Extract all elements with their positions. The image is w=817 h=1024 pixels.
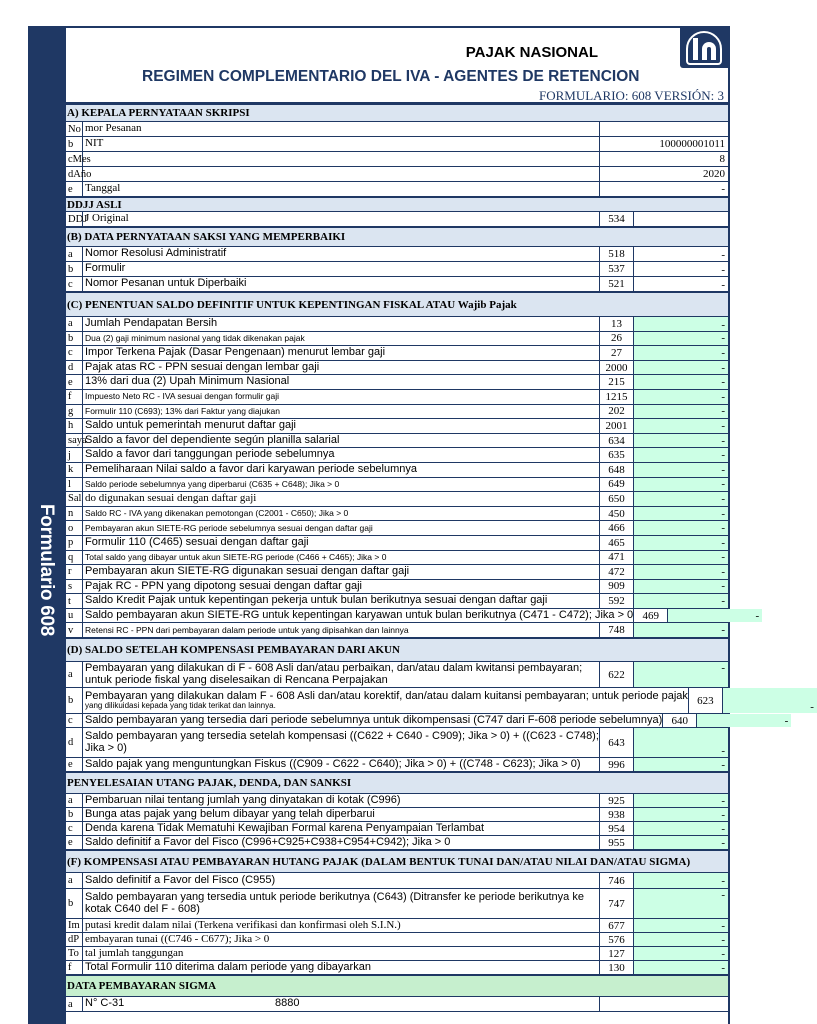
row-key: Im bbox=[66, 919, 83, 932]
form-row bbox=[66, 688, 814, 714]
row-key: f bbox=[66, 961, 83, 974]
row-value[interactable]: - bbox=[634, 434, 728, 448]
row-key: b bbox=[66, 332, 83, 346]
row-description: embayaran tunai ((C746 - C677); Jika > 0 bbox=[83, 933, 600, 946]
row-description: Saldo untuk pemerintah menurut daftar gaji bbox=[83, 419, 600, 433]
row-description: Saldo RC - IVA yang dikenakan pemotongan (C2001 - C650); Jika > 0 bbox=[83, 507, 600, 521]
form-row bbox=[66, 961, 728, 975]
form-header bbox=[66, 28, 728, 104]
row-key: l bbox=[66, 478, 83, 492]
form-row bbox=[66, 919, 728, 933]
row-description: Saldo periode sebelumnya yang diperbarui (C635 + C648); Jika > 0 bbox=[83, 478, 600, 492]
row-code: 215 bbox=[600, 375, 634, 389]
form-row bbox=[66, 808, 728, 822]
row-key: a bbox=[66, 873, 83, 888]
row-code: 648 bbox=[600, 463, 634, 477]
row-key: a bbox=[66, 997, 83, 1011]
row-key: d bbox=[66, 361, 83, 375]
form-row bbox=[66, 580, 728, 595]
row-description: Impuesto Neto RC - IVA sesuai dengan formulir gaji bbox=[83, 390, 600, 404]
row-key: e bbox=[66, 375, 83, 389]
row-description: Saldo definitif a Favor del Fisco (C996+C925+C938+C954+C942); Jika > 0 bbox=[83, 836, 600, 849]
form-row bbox=[66, 947, 728, 961]
row-value[interactable]: - bbox=[634, 822, 728, 835]
row-key: c bbox=[66, 822, 83, 835]
row-key: c bbox=[66, 346, 83, 360]
row-value[interactable]: 100000001011 bbox=[659, 138, 725, 150]
row-value[interactable]: - bbox=[634, 594, 728, 608]
form-row bbox=[66, 419, 728, 434]
row-key: b bbox=[66, 137, 83, 151]
row-key: b bbox=[66, 889, 83, 918]
row-code: 748 bbox=[600, 623, 634, 637]
row-code: 634 bbox=[600, 434, 634, 448]
row-description: Saldo pajak yang menguntungkan Fiskus ((C909 - C622 - C640); Jika > 0) + ((C748 - C623); Jika > 0) bbox=[83, 758, 600, 771]
row-code: 576 bbox=[600, 933, 634, 946]
row-value[interactable]: - bbox=[634, 507, 728, 521]
row-code: 938 bbox=[600, 808, 634, 821]
row-value[interactable]: 2020 bbox=[703, 168, 725, 180]
row-description: Total Formulir 110 diterima dalam periode yang dibayarkan bbox=[83, 961, 600, 974]
row-key: d bbox=[66, 728, 83, 757]
row-description: NIT bbox=[83, 137, 600, 151]
row-description: Jumlah Pendapatan Bersih bbox=[83, 317, 600, 331]
row-value[interactable]: - bbox=[634, 623, 728, 637]
form-row bbox=[66, 375, 728, 390]
row-value[interactable]: - bbox=[721, 264, 725, 276]
row-key: u bbox=[66, 609, 83, 623]
sidebar-label: Formulario 608 bbox=[36, 503, 57, 637]
form-row bbox=[66, 262, 728, 277]
row-description-note: yang dilikuidasi kepada yang tidak terikat dan lainnya. bbox=[85, 701, 276, 711]
form-row bbox=[66, 361, 728, 376]
section-a-title: A) KEPALA PERNYATAAN SKRIPSI bbox=[66, 104, 728, 122]
row-code: 746 bbox=[600, 873, 634, 888]
row-code: 13 bbox=[600, 317, 634, 331]
row-description: Formulir 110 (C465) sesuai dengan daftar gaji bbox=[83, 536, 600, 550]
row-code: 996 bbox=[600, 758, 634, 771]
row-key: c bbox=[66, 277, 83, 291]
row-key: g bbox=[66, 405, 83, 419]
row-value[interactable]: - bbox=[634, 390, 728, 404]
row-description: Formulir 110 (C693); 13% dari Faktur yang diajukan bbox=[83, 405, 600, 419]
row-value[interactable]: - bbox=[634, 873, 728, 888]
section-e-title: PENYELESAIAN UTANG PAJAK, DENDA, DAN SANKSI bbox=[66, 772, 728, 794]
row-code: 650 bbox=[600, 492, 634, 506]
row-key: dP bbox=[66, 933, 83, 946]
row-code: 202 bbox=[600, 405, 634, 419]
ddjj-title: DDJJ ASLI bbox=[66, 197, 728, 212]
row-value[interactable]: - bbox=[634, 375, 728, 389]
row-description: Nomor Pesanan untuk Diperbaiki bbox=[83, 277, 600, 291]
form-row bbox=[66, 317, 728, 332]
row-value[interactable]: - bbox=[721, 249, 725, 261]
row-code: 472 bbox=[600, 565, 634, 579]
row-description: Saldo pembayaran yang tersedia dari periode sebelumnya untuk dikompensasi (C747 dari F-608 periode sebelumnya) bbox=[85, 713, 663, 726]
row-description: Tanggal bbox=[83, 182, 600, 196]
form-row bbox=[66, 507, 728, 522]
row-description: putasi kredit dalam nilai (Terkena verifikasi dan konfirmasi oleh S.I.N.) bbox=[83, 919, 600, 932]
form-row bbox=[66, 794, 728, 808]
row-key: p bbox=[66, 536, 83, 550]
form-row bbox=[66, 332, 728, 347]
institution-logo-icon bbox=[680, 28, 728, 68]
row-value[interactable]: - bbox=[721, 279, 725, 291]
row-value[interactable]: - bbox=[634, 662, 728, 687]
row-value[interactable]: - bbox=[634, 836, 728, 849]
form-row bbox=[66, 608, 760, 624]
row-value[interactable]: - bbox=[634, 551, 728, 565]
row-value[interactable]: - bbox=[634, 317, 728, 331]
row-key: dAño bbox=[68, 168, 92, 180]
row-value[interactable]: - bbox=[634, 758, 728, 771]
row-key: q bbox=[66, 551, 83, 565]
row-code: 677 bbox=[600, 919, 634, 932]
form-row bbox=[66, 137, 728, 152]
row-key: s bbox=[66, 580, 83, 594]
row-code: 1215 bbox=[600, 390, 634, 404]
row-value[interactable]: - bbox=[634, 332, 728, 346]
row-code: 954 bbox=[600, 822, 634, 835]
row-code: 534 bbox=[600, 212, 634, 226]
form-row bbox=[66, 463, 728, 478]
form-row bbox=[66, 822, 728, 836]
row-code: 909 bbox=[600, 580, 634, 594]
sigma-row bbox=[66, 997, 728, 1012]
row-value[interactable]: - bbox=[634, 889, 728, 918]
row-key: e bbox=[66, 182, 83, 196]
row-description: Pajak RC - PPN yang dipotong sesuai dengan daftar gaji bbox=[83, 580, 600, 594]
form-row bbox=[66, 478, 728, 493]
row-description: Pembayaran akun SIETE-RG digunakan sesuai dengan daftar gaji bbox=[83, 565, 600, 579]
form-row bbox=[66, 182, 728, 197]
form-row bbox=[66, 873, 728, 889]
section-f-title: (F) KOMPENSASI ATAU PEMBAYARAN HUTANG PAJAK (DALAM BENTUK TUNAI DAN/ATAU NILAI DAN/ATAU SIGMA) bbox=[66, 850, 728, 873]
row-key: a bbox=[66, 247, 83, 261]
row-value[interactable]: - bbox=[634, 478, 728, 492]
form-row bbox=[66, 551, 728, 566]
row-code: 640 bbox=[663, 714, 697, 727]
row-description: Pemeliharaan Nilai saldo a favor dari karyawan periode sebelumnya bbox=[83, 463, 600, 477]
row-description: 13% dari dua (2) Upah Minimum Nasional bbox=[83, 375, 600, 389]
row-key: DDJ bbox=[68, 213, 88, 225]
row-value[interactable]: - bbox=[634, 346, 728, 360]
row-value[interactable]: - bbox=[634, 492, 728, 506]
row-key: v bbox=[66, 623, 83, 637]
row-key: b bbox=[66, 262, 83, 276]
row-key: No bbox=[66, 122, 83, 136]
row-description: Bunga atas pajak yang belum dibayar yang telah diperbarui bbox=[83, 808, 600, 821]
row-description: Pembaruan nilai tentang jumlah yang dinyatakan di kotak (C996) bbox=[83, 794, 600, 807]
section-b-title: (B) DATA PERNYATAAN SAKSI YANG MEMPERBAIKI bbox=[66, 227, 728, 247]
form-row bbox=[66, 889, 728, 919]
row-key: e bbox=[66, 758, 83, 771]
row-value[interactable] bbox=[634, 212, 728, 226]
row-key: b bbox=[66, 808, 83, 821]
row-description-line: Pembayaran yang dilakukan dalam F - 608 Asli dan/atau korektif, dan/atau dalam kuitansi pembayaran; untuk periode pajak bbox=[85, 689, 688, 702]
row-value[interactable]: 8 bbox=[719, 153, 725, 165]
row-description: Nomor Resolusi Administratif bbox=[83, 247, 600, 261]
row-description: Pajak atas RC - PPN sesuai dengan lembar gaji bbox=[83, 361, 600, 375]
row-description: Saldo Kredit Pajak untuk kepentingan pekerja untuk bulan berikutnya sesuai dengan daftar gaji bbox=[83, 594, 600, 608]
form-row bbox=[66, 758, 728, 772]
form-row bbox=[66, 594, 728, 609]
row-description: mor Pesanan bbox=[83, 122, 600, 136]
row-value[interactable]: - bbox=[634, 961, 728, 974]
row-value[interactable]: - bbox=[634, 463, 728, 477]
row-key: n bbox=[66, 507, 83, 521]
row-value[interactable]: - bbox=[634, 580, 728, 594]
row-description: Total saldo yang dibayar untuk akun SIETE-RG periode (C466 + C465); Jika > 0 bbox=[83, 551, 600, 565]
row-code: 127 bbox=[600, 947, 634, 960]
sigma-empty-cell[interactable] bbox=[600, 997, 728, 1011]
row-code: 466 bbox=[600, 521, 634, 535]
row-code: 623 bbox=[689, 688, 723, 713]
row-description: Formulir bbox=[83, 262, 600, 276]
row-value[interactable]: - bbox=[634, 794, 728, 807]
row-key: c bbox=[66, 714, 83, 727]
row-description: do digunakan sesuai dengan daftar gaji bbox=[83, 492, 600, 506]
form-row bbox=[66, 277, 728, 292]
row-description bbox=[83, 688, 689, 713]
row-key: k bbox=[66, 463, 83, 477]
form-row bbox=[66, 152, 728, 167]
row-code: 747 bbox=[600, 889, 634, 918]
row-value[interactable] bbox=[600, 122, 728, 136]
section-c-title: (C) PENENTUAN SALDO DEFINITIF UNTUK KEPENTINGAN FISKAL ATAU Wajib Pajak bbox=[66, 292, 728, 317]
row-value[interactable]: - bbox=[634, 536, 728, 550]
sigma-label: N° C-31 bbox=[85, 997, 125, 1010]
form-row bbox=[66, 405, 728, 420]
form-row bbox=[66, 623, 728, 638]
row-key: o bbox=[66, 521, 83, 535]
form-row bbox=[66, 122, 728, 137]
row-description bbox=[83, 152, 600, 166]
form-row bbox=[66, 521, 728, 536]
row-value[interactable]: - bbox=[634, 933, 728, 946]
row-key: b bbox=[66, 688, 83, 713]
form-row bbox=[66, 434, 728, 449]
row-description: Pembayaran akun SIETE-RG periode sebelumnya sesuai dengan daftar gaji bbox=[83, 521, 600, 535]
row-key: e bbox=[66, 836, 83, 849]
row-value[interactable]: - bbox=[634, 947, 728, 960]
row-description bbox=[83, 167, 600, 181]
row-value[interactable]: - bbox=[634, 808, 728, 821]
row-code: 592 bbox=[600, 594, 634, 608]
row-code: 643 bbox=[600, 728, 634, 757]
form-row bbox=[66, 713, 789, 728]
row-description: tal jumlah tanggungan bbox=[83, 947, 600, 960]
row-key: f bbox=[66, 390, 83, 404]
row-description: Impor Terkena Pajak (Dasar Pengenaan) menurut lembar gaji bbox=[83, 346, 600, 360]
row-description: Pembayaran yang dilakukan di F - 608 Asli dan/atau perbaikan, dan/atau dalam kwitansi pembayaran; untuk periode fiskal yang diselesaikan di Rencana Perpajakan bbox=[83, 662, 600, 687]
row-key: a bbox=[66, 317, 83, 331]
form-subtitle: REGIMEN COMPLEMENTARIO DEL IVA - AGENTES DE RETENCION bbox=[142, 68, 640, 85]
row-key: Sal bbox=[68, 493, 82, 505]
row-description: Saldo a favor del dependiente según planilla salarial bbox=[83, 434, 600, 448]
row-value[interactable]: - bbox=[634, 919, 728, 932]
form-row bbox=[66, 247, 728, 262]
row-code: 2000 bbox=[600, 361, 634, 375]
row-description: Dua (2) gaji minimum nasional yang tidak dikenakan pajak bbox=[83, 332, 600, 346]
row-code: 955 bbox=[600, 836, 634, 849]
row-key: cMes bbox=[68, 153, 91, 165]
row-code: 450 bbox=[600, 507, 634, 521]
row-value[interactable]: - bbox=[721, 183, 725, 195]
row-code: 521 bbox=[600, 277, 634, 291]
row-code: 130 bbox=[600, 961, 634, 974]
row-value[interactable]: - bbox=[634, 405, 728, 419]
row-value[interactable]: - bbox=[634, 361, 728, 375]
row-value[interactable]: - bbox=[634, 565, 728, 579]
row-value[interactable]: - bbox=[697, 714, 791, 727]
row-code: 469 bbox=[634, 609, 668, 623]
row-value[interactable]: - bbox=[634, 521, 728, 535]
section-d-title: (D) SALDO SETELAH KOMPENSASI PEMBAYARAN DARI AKUN bbox=[66, 638, 728, 662]
row-description: J Original bbox=[83, 212, 600, 226]
form-row bbox=[66, 728, 728, 758]
row-key: j bbox=[66, 448, 83, 462]
row-description: Saldo a favor dari tanggungan periode sebelumnya bbox=[83, 448, 600, 462]
row-value[interactable]: - bbox=[668, 609, 762, 623]
row-value[interactable]: - bbox=[634, 728, 728, 757]
form-row bbox=[66, 836, 728, 850]
row-code: 2001 bbox=[600, 419, 634, 433]
row-code: 925 bbox=[600, 794, 634, 807]
row-value[interactable]: - bbox=[634, 448, 728, 462]
row-description: Denda karena Tidak Mematuhi Kewajiban Formal karena Penyampaian Terlambat bbox=[83, 822, 600, 835]
form-row bbox=[66, 662, 728, 688]
row-value[interactable]: - bbox=[723, 688, 817, 713]
row-key: h bbox=[66, 419, 83, 433]
form-version: FORMULARIO: 608 VERSIÓN: 3 bbox=[538, 88, 724, 103]
form-row bbox=[66, 390, 728, 405]
form-row bbox=[66, 448, 728, 463]
row-code: 518 bbox=[600, 247, 634, 261]
row-description: Retensi RC - PPN dari pembayaran dalam periode untuk yang dipisahkan dan lainnya bbox=[83, 623, 600, 637]
row-description: Saldo definitif a Favor del Fisco (C955) bbox=[83, 873, 600, 888]
sigma-title: DATA PEMBAYARAN SIGMA bbox=[66, 975, 728, 997]
form-title: PAJAK NASIONAL bbox=[465, 44, 598, 61]
row-key: saya bbox=[68, 435, 87, 447]
row-code: 635 bbox=[600, 448, 634, 462]
row-code: 471 bbox=[600, 551, 634, 565]
form-row bbox=[66, 536, 728, 551]
row-code: 27 bbox=[600, 346, 634, 360]
row-code: 622 bbox=[600, 662, 634, 687]
row-key: a bbox=[66, 794, 83, 807]
form-row bbox=[66, 167, 728, 182]
form-row bbox=[66, 565, 728, 580]
form-row bbox=[66, 492, 728, 507]
row-description: Saldo pembayaran yang tersedia setelah kompensasi ((C622 + C640 - C909); Jika > 0) + ((C623 - C748); Jika > 0) bbox=[83, 728, 600, 757]
row-key: To bbox=[66, 947, 83, 960]
form-row bbox=[66, 933, 728, 947]
row-code: 537 bbox=[600, 262, 634, 276]
form-body bbox=[66, 104, 814, 1012]
sigma-value[interactable]: 8880 bbox=[273, 997, 600, 1011]
row-value[interactable]: - bbox=[634, 419, 728, 433]
row-key: a bbox=[66, 662, 83, 687]
row-code: 26 bbox=[600, 332, 634, 346]
row-code: 465 bbox=[600, 536, 634, 550]
row-key: r bbox=[66, 565, 83, 579]
row-description: Saldo pembayaran akun SIETE-RG untuk kepentingan karyawan untuk bulan berikutnya (C471 - C472); Jika > 0 bbox=[85, 608, 634, 621]
tax-form bbox=[64, 26, 814, 1024]
row-code: 649 bbox=[600, 478, 634, 492]
form-row bbox=[66, 346, 728, 361]
row-description: Saldo pembayaran yang tersedia untuk periode berikutnya (C643) (Ditransfer ke periode berikutnya ke kotak C640 del F - 608) bbox=[83, 889, 600, 918]
row-key: t bbox=[66, 594, 83, 608]
form-row bbox=[66, 212, 728, 227]
